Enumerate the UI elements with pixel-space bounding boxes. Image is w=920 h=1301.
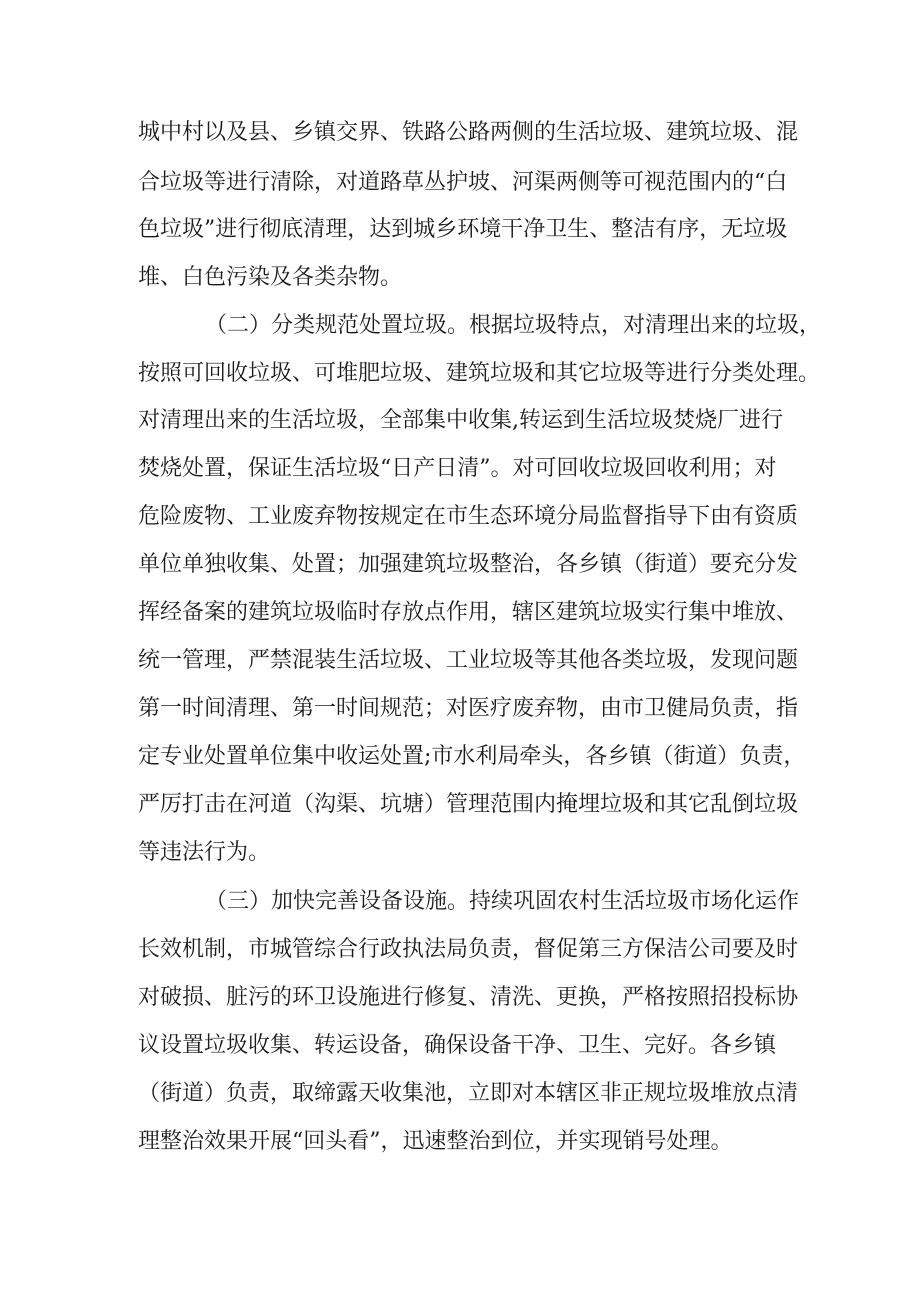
- paragraph-3-line-5: （街道）负责，取缔露天收集池，立即对本辖区非正规垃圾堆放点清: [138, 1081, 799, 1106]
- paragraph-2-line-10: 定专业处置单位集中收运处置;市水利局牵头，各乡镇（街道）负责，: [138, 744, 806, 769]
- paragraph-2-line-2: 按照可回收垃圾、可堆肥垃圾、建筑垃圾和其它垃圾等进行分类处理。: [138, 361, 821, 386]
- paragraph-3-line-4: 议设置垃圾收集、转运设备，确保设备干净、卫生、完好。各乡镇: [138, 1033, 777, 1058]
- paragraph-2-line-11: 严厉打击在河道（沟渠、坑塘）管理范围内掩埋垃圾和其它乱倒垃圾: [138, 792, 799, 817]
- paragraph-3-line-1: （三）加快完善设备设施。持续巩固农村生活垃圾市场化运作: [205, 889, 800, 914]
- paragraph-2-line-3: 对清理出来的生活垃圾，全部集中收集,转运到生活垃圾焚烧厂进行: [138, 408, 783, 433]
- paragraph-1-line-3: 色垃圾”进行彻底清理，达到城乡环境干净卫生、整洁有序，无垃圾: [138, 217, 788, 242]
- paragraph-3-line-2: 长效机制，市城管综合行政执法局负责，督促第三方保洁公司要及时: [138, 937, 799, 962]
- paragraph-2-line-1: （二）分类规范处置垃圾。根据垃圾特点，对清理出来的垃圾，: [205, 313, 822, 338]
- paragraph-2-line-6: 单位单独收集、处置；加强建筑垃圾整治，各乡镇（街道）要充分发: [138, 552, 799, 577]
- paragraph-3-line-3: 对破损、脏污的环卫设施进行修复、清洗、更换，严格按照招投标协: [138, 985, 799, 1010]
- paragraph-2-line-12: 等违法行为。: [138, 840, 271, 865]
- paragraph-3-line-6: 理整治效果开展“回头看”，迅速整治到位，并实现销号处理。: [138, 1129, 733, 1154]
- paragraph-2-line-5: 危险废物、工业废弃物按规定在市生态环境分局监督指导下由有资质: [138, 504, 799, 529]
- paragraph-1-line-1: 城中村以及县、乡镇交界、铁路公路两侧的生活垃圾、建筑垃圾、混: [138, 120, 799, 145]
- paragraph-2-line-7: 挥经备案的建筑垃圾临时存放点作用，辖区建筑垃圾实行集中堆放、: [138, 600, 799, 625]
- paragraph-2-line-4: 焚烧处置，保证生活垃圾“日产日清”。对可回收垃圾回收利用；对: [138, 456, 777, 481]
- paragraph-1-line-4: 堆、白色污染及各类杂物。: [138, 265, 403, 290]
- paragraph-2-line-8: 统一管理，严禁混装生活垃圾、工业垃圾等其他各类垃圾，发现问题: [138, 648, 799, 673]
- paragraph-2-line-9: 第一时间清理、第一时间规范；对医疗废弃物，由市卫健局负责，指: [138, 696, 799, 721]
- paragraph-1-line-2: 合垃圾等进行清除，对道路草丛护坡、河渠两侧等可视范围内的“白: [138, 170, 788, 195]
